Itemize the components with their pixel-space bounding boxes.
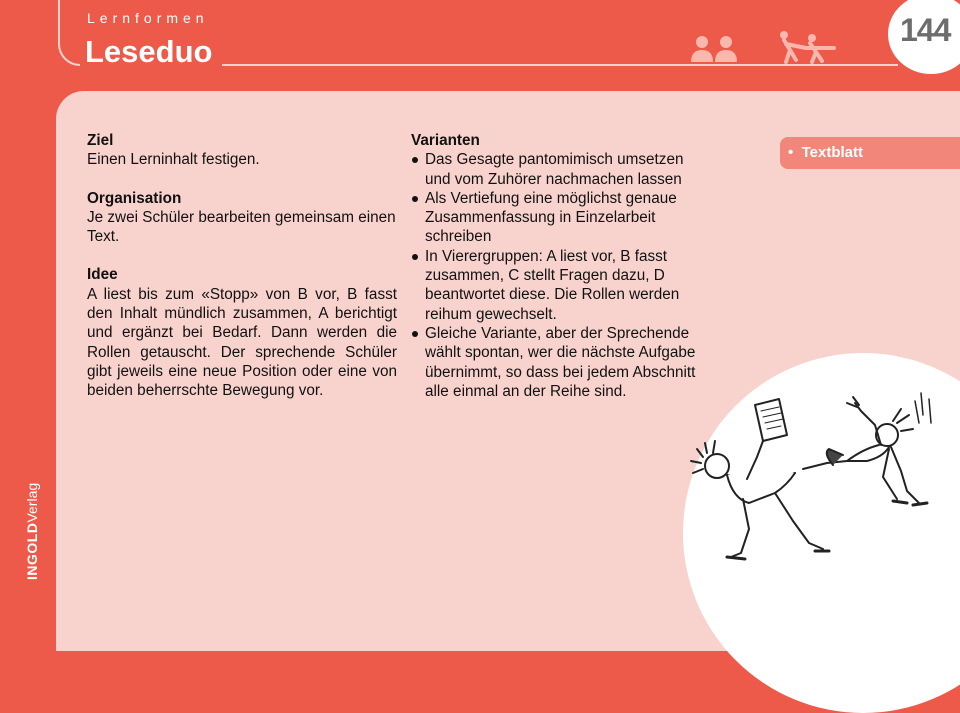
left-column <box>87 131 397 401</box>
ziel-heading: Ziel <box>87 132 114 149</box>
page-title: Leseduo <box>85 34 213 69</box>
idee-text: A liest bis zum «Stopp» von B vor, B fasst den Inhalt mündlich zusammen, A berichtigt und ergänzt bei Bedarf. Dann werden die Rollen getauscht. Der sprechende Schüler gibt jeweils eine neue Position oder eine von beiden beherrschte Bewegung vor. <box>87 285 397 400</box>
ziel-text: Einen Lerninhalt festigen. <box>87 151 260 169</box>
publisher-logo <box>24 483 40 580</box>
tug-of-war-icon <box>776 30 838 64</box>
section-kicker: Lernformen <box>87 10 209 26</box>
varianten-item: Das Gesagte pantomimisch umsetzen und vom Zuhörer nachmachen lassen <box>411 150 701 189</box>
varianten-item: In Vierergruppen: A liest vor, B fasst zusammen, C stellt Fragen dazu, D beantwortet diese. Die Rollen werden reihum gewechselt. <box>411 247 701 324</box>
varianten-heading: Varianten <box>411 132 480 149</box>
publisher-suffix: Verlag <box>24 482 40 523</box>
idee-heading: Idee <box>87 266 118 284</box>
reading-kids-illustration <box>683 353 960 622</box>
textblatt-tag <box>780 137 960 169</box>
page-number: 144 <box>900 12 951 48</box>
organisation-heading: Organisation <box>87 189 182 207</box>
organisation-text: Je zwei Schüler bearbeiten gemeinsam einen Text. <box>87 208 396 246</box>
varianten-item: Gleiche Variante, aber der Sprechende wählt spontan, wer die nächste Aufgabe übernimmt, so dass bei jedem Abschnitt alle einmal an der Reihe sind. <box>411 324 701 401</box>
varianten-item: Als Vertiefung eine möglichst genaue Zusammenfassung in Einzelarbeit schreiben <box>411 189 701 247</box>
publisher-brand: INGOLD <box>24 522 40 580</box>
pair-icon <box>690 34 740 64</box>
tag-bullet: • <box>788 144 794 161</box>
right-column <box>411 131 701 401</box>
tag-label: Textblatt <box>801 144 864 161</box>
